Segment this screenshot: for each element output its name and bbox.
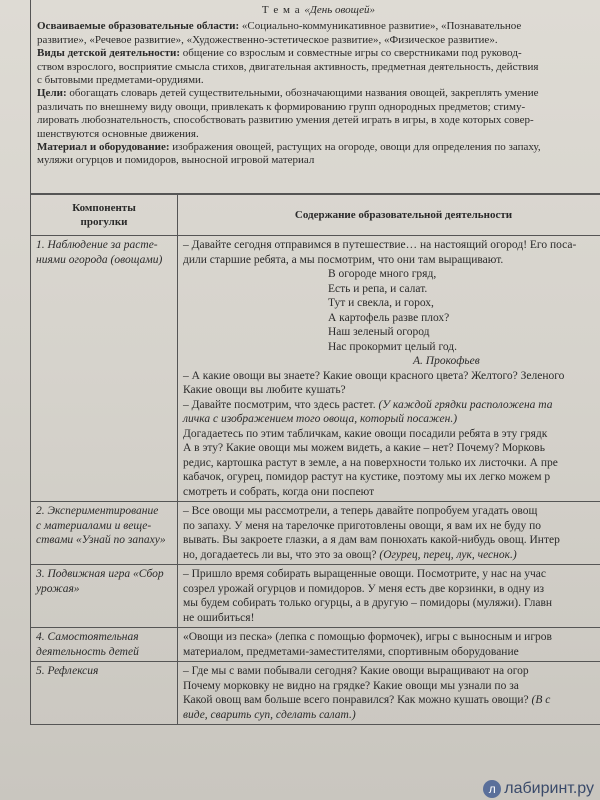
component-line: 5. Рефлексия: [36, 665, 99, 677]
materials-label: Материал и оборудование:: [37, 141, 170, 154]
stage-note: виде, сварить суп, сделать салат.): [183, 708, 356, 721]
component-line: деятельность детей: [36, 645, 139, 658]
poem-line: Есть и репа, и салат.: [328, 282, 428, 295]
stage-note: (В с: [531, 694, 551, 706]
component-line: 4. Самостоятельная: [36, 631, 139, 643]
poem-line: А картофель разве плох?: [328, 311, 450, 324]
components-header-line-1: Компоненты: [72, 201, 136, 214]
areas-line-2: развитие», «Речевое развитие», «Художественно-эстетическое развитие», «Физическое развитие».: [37, 33, 498, 46]
poem-line: Наш зеленый огород: [328, 326, 430, 338]
activity-line-1: [37, 47, 600, 60]
areas-label: Осваиваемые образовательные области:: [37, 20, 240, 33]
goals-label: Цели:: [37, 87, 67, 100]
goals-line-2: различать по внешнему виду овощи, привлекать к формированию групп однородных предметов; стиму-: [37, 100, 526, 113]
content-line: созрел урожай огурцов и помидоров. У меня есть две корзинки, в одну из: [183, 582, 545, 595]
content-line: – Все овощи мы рассмотрели, а теперь давайте попробуем угадать овощ: [183, 505, 538, 517]
content-line: по запаху. У меня на тарелочке приготовлены овощи, я вам их не буду по: [183, 519, 542, 532]
poem-line: В огороде много гряд,: [328, 268, 437, 280]
lesson-header: [30, 0, 600, 194]
component-cell: [31, 565, 178, 628]
components-header-line-2: прогулки: [80, 216, 128, 228]
content-line: материалом, предметами-заместителями, спортивным оборудование: [183, 645, 519, 658]
content-line: Догадаетесь по этим табличкам, какие овощи посадили ребята в эту грядк: [183, 427, 548, 440]
content-line: – Давайте сегодня отправимся в путешествие… на настоящий огород! Его поса-: [183, 239, 577, 251]
table-row: [31, 236, 600, 502]
goals-line-4: шенствуются основные движения.: [37, 127, 199, 140]
component-cell: [31, 628, 178, 662]
goals-text: обогащать словарь детей существительными, обозначающими названия овощей, закреплять умение: [69, 87, 539, 100]
areas-text: «Социально-коммуникативное развитие», «Познавательное: [241, 20, 522, 33]
table-row: [31, 662, 600, 725]
table-header-row: [31, 195, 600, 236]
component-cell: [31, 502, 178, 565]
content-text: – Давайте посмотрим, что здесь растет.: [183, 398, 376, 411]
goals-line-3: лировать любознательность, способствовать развитию умения детей играть в игры, в ходе которых совер-: [37, 114, 534, 127]
component-line: ствами «Узнай по запаху»: [36, 534, 166, 546]
component-cell: [31, 236, 178, 502]
content-line: кабачок, огурец, помидор растут на кустике, поэтому мы их легко можем р: [183, 471, 551, 483]
content-text: но, догадаетесь ли вы, что это за овощ?: [183, 548, 377, 561]
content-line: А в эту? Какие овощи мы можем видеть, а какие – нет? Почему? Морковь: [183, 442, 545, 454]
content-cell: [178, 628, 600, 662]
content-line: редис, картошка растут в земле, а на поверхности только их листочки. А пре: [183, 456, 558, 469]
areas-line-1: [37, 20, 600, 33]
content-line: – Где мы с вами побывали сегодня? Какие овощи выращивают на огор: [183, 665, 529, 677]
table-row: [31, 565, 600, 628]
topic-title: [37, 4, 600, 17]
content-line: «Овощи из песка» (лепка с помощью формочек), игры с выносным и игров: [183, 631, 552, 643]
poem-author: А. Прокофьев: [413, 355, 480, 367]
table-row: [31, 502, 600, 565]
topic-prefix: Т е м а: [261, 4, 301, 16]
content-cell: [178, 565, 600, 628]
materials-line-2: муляжи огурцов и помидоров, выносной игровой материал: [37, 154, 315, 167]
content-cell: [178, 236, 600, 502]
content-line: – Пришло время собирать выращенные овощи. Посмотрите, у нас на учас: [183, 568, 546, 580]
materials-text: изображения овощей, растущих на огороде, овощи для определения по запаху,: [172, 141, 541, 154]
component-line: урожая»: [36, 582, 80, 595]
content-line: не ошибиться!: [183, 611, 255, 624]
poem-line: Тут и свекла, и горох,: [328, 297, 434, 309]
labirint-logo-icon: л: [483, 780, 501, 798]
activity-line-3: с бытовыми предметами-орудиями.: [37, 74, 204, 87]
content-line: Какие овощи вы любите кушать?: [183, 384, 346, 396]
component-line: 3. Подвижная игра «Сбор: [36, 568, 164, 580]
topic-name: «День овощей»: [304, 4, 376, 16]
component-line: с материалами и веще-: [36, 519, 152, 532]
activity-label: Виды детской деятельности:: [37, 47, 181, 60]
content-line: [183, 398, 600, 413]
content-header: Содержание образовательной деятельности: [178, 195, 600, 236]
content-line: – А какие овощи вы знаете? Какие овощи красного цвета? Желтого? Зеленого: [183, 369, 565, 382]
poem-line: Нас прокормит целый год.: [328, 340, 458, 353]
component-line: 1. Наблюдение за расте-: [36, 239, 158, 251]
content-line: мы будем собирать только огурцы, а в другую – помидоры (муляжи). Главн: [183, 597, 553, 609]
components-header: [31, 195, 178, 236]
stage-note: (Огурец, перец, лук, чеснок.): [379, 548, 517, 561]
content-text: Какой овощ вам больше всего понравился? Как можно кушать овощи?: [183, 694, 529, 706]
table-row: [31, 628, 600, 662]
content-line: смотреть и собрать, когда они поспеют: [183, 485, 375, 498]
walk-plan-table: [30, 194, 600, 725]
content-line: [183, 693, 600, 708]
goals-line-1: [37, 87, 600, 100]
watermark-text: лабиринт.ру: [504, 780, 594, 797]
content-line: дили старшие ребята, а мы посмотрим, что они там выращивают.: [183, 253, 504, 266]
content-line: Почему морковку не видно на грядке? Какие овощи мы узнали по за: [183, 679, 519, 692]
content-cell: [178, 662, 600, 725]
activity-line-2: ством взрослого, восприятие смысла стихов, двигательная активность, предметная деятельность, действия: [37, 60, 539, 73]
materials-line-1: [37, 141, 600, 154]
component-line: 2. Экспериментирование: [36, 505, 159, 517]
watermark: [483, 780, 594, 798]
content-line: [183, 548, 600, 563]
activity-text: общение со взрослым и совместные игры со сверстниками под руковод-: [182, 47, 522, 60]
content-line: вывать. Вы закроете глазки, а я дам вам понюхать какой-нибудь овощ. Интер: [183, 534, 560, 546]
component-line: ниями огорода (овощами): [36, 253, 163, 266]
component-cell: [31, 662, 178, 725]
stage-note: личка с изображением того овоща, который посажен.): [183, 413, 458, 425]
content-cell: [178, 502, 600, 565]
stage-note: (У каждой грядки расположена та: [378, 398, 553, 411]
